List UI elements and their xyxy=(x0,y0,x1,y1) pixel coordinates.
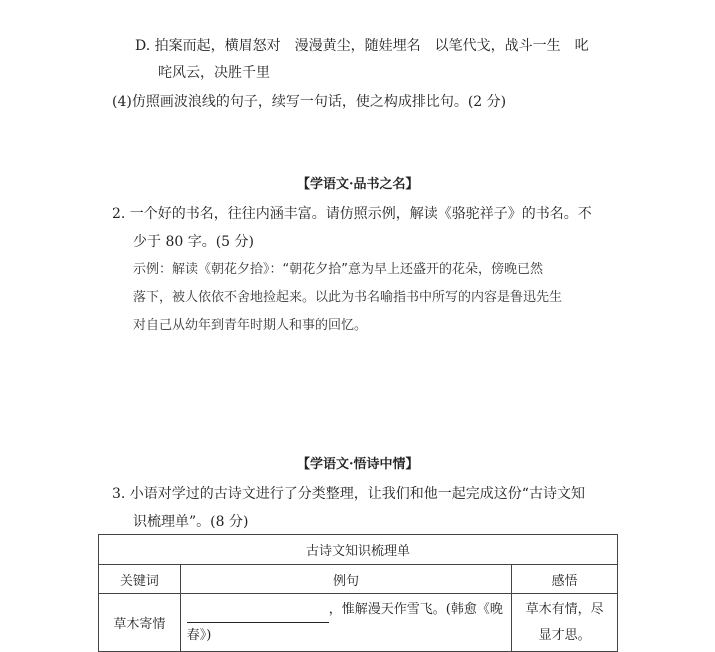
option-d-line1: D. 拍案而起，横眉怒对 漫漫黄尘，随娃埋名 以笔代戈，战斗一生 叱 xyxy=(135,38,589,54)
question-2-line2: 少于 80 字。(5 分) xyxy=(133,234,254,250)
row1-insight-line2: 显才思。 xyxy=(538,627,591,643)
section-2-heading: 【学语文·品书之名】 xyxy=(297,177,419,192)
question-3-line2: 识梳理单”。(8 分) xyxy=(133,514,249,530)
example-line3: 对自己从幼年到青年时期人和事的回忆。 xyxy=(133,318,368,333)
row1-example-text: ，惟解漫天作雪飞。(韩愈《晚 xyxy=(328,601,503,617)
row1-example xyxy=(180,594,511,652)
option-d-line2: 咤风云，决胜千里 xyxy=(158,65,270,81)
row1-insight xyxy=(512,594,618,652)
example-line2: 落下，被人依依不舍地捡起来。以此为书名喻指书中所写的内容是鲁迅先生 xyxy=(133,290,563,305)
header-keyword: 关键词 xyxy=(99,565,181,594)
row1-keyword: 草木寄情 xyxy=(99,594,181,652)
table-row xyxy=(99,594,618,652)
question-3-line1: 3. 小语对学过的古诗文进行了分类整理，让我们和他一起完成这份“古诗文知 xyxy=(112,486,585,502)
header-insight: 感悟 xyxy=(512,565,618,594)
knowledge-table xyxy=(98,534,618,652)
section-3-heading: 【学语文·悟诗中情】 xyxy=(297,457,419,472)
example-line1: 示例：解读《朝花夕拾》：“朝花夕拾”意为早上还盛开的花朵，傍晚已然 xyxy=(133,262,543,277)
question-2-line1: 2. 一个好的书名，往往内涵丰富。请仿照示例，解读《骆驼祥子》的书名。不 xyxy=(112,206,592,222)
header-example: 例句 xyxy=(180,565,511,594)
answer-blank[interactable] xyxy=(187,608,329,623)
table-title: 古诗文知识梳理单 xyxy=(99,535,618,565)
row1-example-line2: 春》) xyxy=(186,627,212,643)
row1-insight-line1: 草木有情，尽 xyxy=(525,601,604,617)
question-1-part-4: (4)仿照画波浪线的句子，续写一句话，使之构成排比句。(2 分) xyxy=(112,94,507,110)
